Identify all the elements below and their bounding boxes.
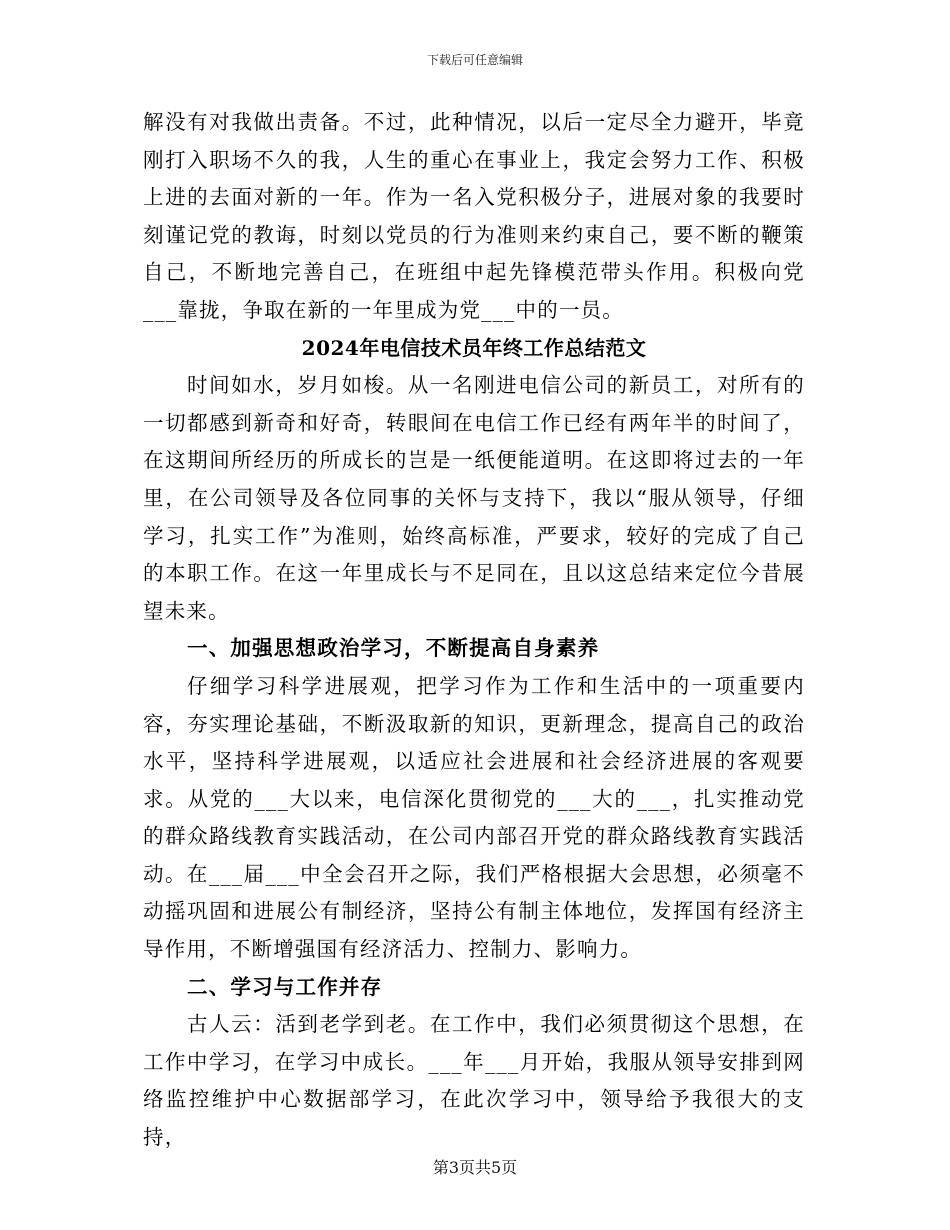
paragraph-3: 古人云：活到老学到老。在工作中，我们必须贯彻这个思想，在工作中学习，在学习中成长。___年___月开始，我服从领导安排到网络监控维护中心数据部学习，在此次学习中，领导给予我很大的支持， [143, 1012, 805, 1150]
page-footer-number: 第3页共5页 [432, 1158, 518, 1177]
intro-paragraph: 解没有对我做出责备。不过，此种情况，以后一定尽全力避开，毕竟刚打入职场不久的我，人生的重心在事业上，我定会努力工作、积极上进的去面对新的一年。作为一名入党积极分子，进展对象的我要时刻谨记党的教诲，时刻以党员的行为准则来约束自己，要不断的鞭策自己，不断地完善自己，在班组中起先锋模范带头作用。积极向党___靠拢，争取在新的一年里成为党___中的一员。 [143, 110, 805, 322]
section-2-heading: 二、学习与工作并存 [187, 974, 383, 999]
page-header-note: 下载后可任意编辑 [426, 53, 523, 67]
paragraph-2: 仔细学习科学进展观，把学习作为工作和生活中的一项重要内容，夯实理论基础，不断汲取新的知识，更新理念，提高自己的政治水平，坚持科学进展观，以适应社会进展和社会经济进展的客观要求。从党的___大以来，电信深化贯彻党的___大的___，扎实推动党的群众路线教育实践活动，在公司内部召开党的群众路线教育实践活动。在___届___中全会召开之际，我们严格根据大会思想，必须毫不动摇巩固和进展公有制经济，坚持公有制主体地位，发挥国有经济主导作用，不断增强国有经济活力、控制力、影响力。 [143, 673, 805, 962]
article-title: 2024年电信技术员年终工作总结范文 [301, 335, 647, 360]
document-body [143, 104, 805, 1157]
section-1-heading: 一、加强思想政治学习，不断提高自身素养 [187, 636, 600, 661]
paragraph-1: 时间如水，岁月如梭。从一名刚进电信公司的新员工，对所有的一切都感到新奇和好奇，转眼间在电信工作已经有两年半的时间了，在这期间所经历的所成长的岂是一纸便能道明。在这即将过去的一年里，在公司领导及各位同事的关怀与支持下，我以“服从领导，仔细学习，扎实工作”为准则，始终高标准，严要求，较好的完成了自己的本职工作。在这一年里成长与不足同在，且以这总结来定位今昔展望未来。 [143, 373, 805, 623]
